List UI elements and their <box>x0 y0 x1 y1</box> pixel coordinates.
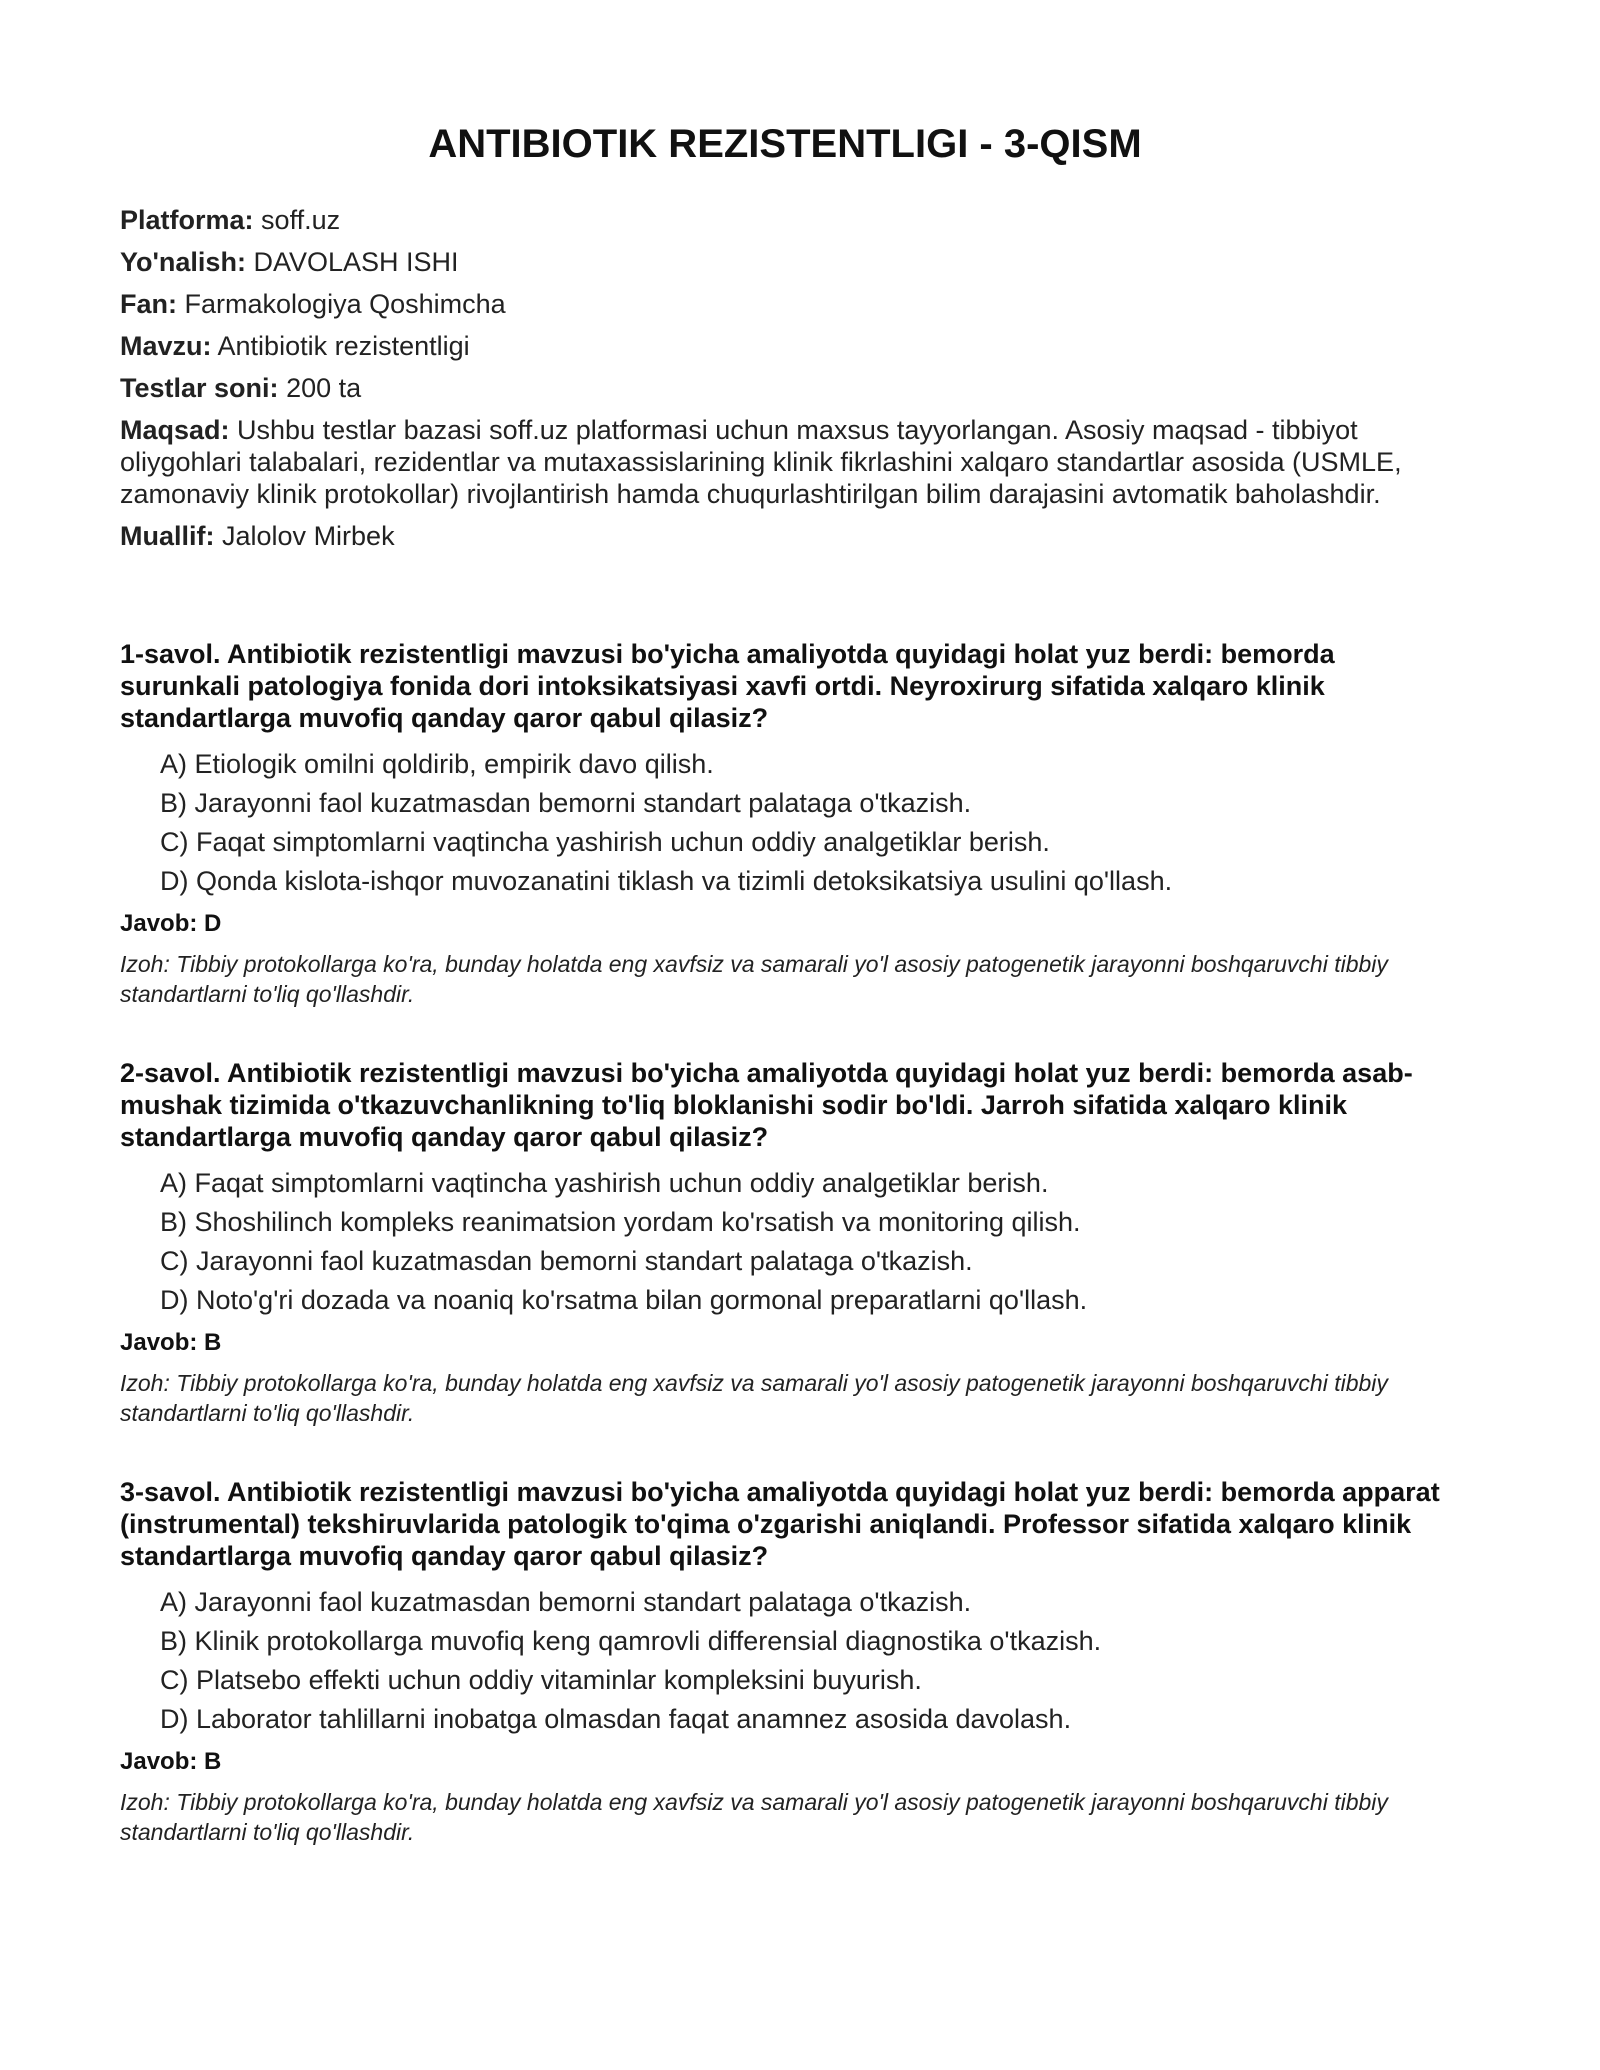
document-metadata <box>120 204 1450 552</box>
meta-value: 200 ta <box>286 373 362 403</box>
answer-explanation: Izoh: Tibbiy protokollarga ko'ra, bunday holatda eng xavfsiz va samarali yo'l asosiy patogenetik jarayonni boshqaruvchi tibbiy standartlarni to'liq qo'llashdir. <box>120 951 1388 1007</box>
question-text: 2-savol. Antibiotik rezistentligi mavzusi bo'yicha amaliyotda quyidagi holat yuz berdi: bemorda asab-mushak tizimida o'tkazuvchanlikning to'liq bloklanishi sodir bo'ldi. Jarroh sifatida xalqaro klinik standartlarga muvofiq qanday qaror qabul qilasiz? <box>120 1058 1413 1152</box>
question-item <box>120 638 1450 1009</box>
option-b: B) Jarayonni faol kuzatmasdan bemorni standart palataga o'tkazish. <box>160 788 972 818</box>
meta-value: Farmakologiya Qoshimcha <box>184 289 506 319</box>
meta-author <box>120 520 1450 552</box>
option-a: A) Jarayonni faol kuzatmasdan bemorni standart palataga o'tkazish. <box>160 1587 972 1617</box>
meta-value: soff.uz <box>261 205 341 235</box>
document-title: ANTIBIOTIK REZISTENTLIGI - 3-QISM <box>428 122 1142 166</box>
meta-label: Testlar soni: <box>120 373 279 403</box>
meta-label: Muallif: <box>120 521 215 551</box>
answer-explanation: Izoh: Tibbiy protokollarga ko'ra, bunday holatda eng xavfsiz va samarali yo'l asosiy patogenetik jarayonni boshqaruvchi tibbiy standartlarni to'liq qo'llashdir. <box>120 1370 1388 1426</box>
option-c: C) Faqat simptomlarni vaqtincha yashirish uchun oddiy analgetiklar berish. <box>160 827 1050 857</box>
option-d: D) Noto'g'ri dozada va noaniq ko'rsatma bilan gormonal preparatlarni qo'llash. <box>160 1285 1088 1315</box>
meta-label: Mavzu: <box>120 331 212 361</box>
option-a: A) Etiologik omilni qoldirib, empirik davo qilish. <box>160 749 714 779</box>
option-c: C) Platsebo effekti uchun oddiy vitaminlar kompleksini buyurish. <box>160 1665 922 1695</box>
meta-test-count <box>120 372 1450 404</box>
answer-options <box>120 1167 1450 1316</box>
question-text: 1-savol. Antibiotik rezistentligi mavzusi bo'yicha amaliyotda quyidagi holat yuz berdi: bemorda surunkali patologiya fonida dori intoksikatsiyasi xavfi ortdi. Neyroxirurg sifatida xalqaro klinik standartlarga muvofiq qanday qaror qabul qilasiz? <box>120 639 1335 733</box>
question-item <box>120 1476 1450 1847</box>
answer-options <box>120 748 1450 897</box>
option-c: C) Jarayonni faol kuzatmasdan bemorni standart palataga o'tkazish. <box>160 1246 973 1276</box>
meta-value: Antibiotik rezistentligi <box>217 331 470 361</box>
meta-label: Platforma: <box>120 205 254 235</box>
answer-options <box>120 1586 1450 1735</box>
meta-label: Maqsad: <box>120 415 230 445</box>
answer-key: Javob: B <box>120 1748 222 1775</box>
meta-value: Ushbu testlar bazasi soff.uz platformasi uchun maxsus tayyorlangan. Asosiy maqsad - tibbiyot oliygohlari talabalari, rezidentlar va mutaxassislarining klinik fikrlashini xalqaro standartlar asosida (USMLE, zamonaviy klinik protokollar) rivojlantirish hamda chuqurlashtirilgan bilim darajasini avtomatik baholashdir. <box>120 415 1402 509</box>
meta-label: Fan: <box>120 289 177 319</box>
meta-value: DAVOLASH ISHI <box>253 247 459 277</box>
meta-direction <box>120 246 1450 278</box>
option-b: B) Klinik protokollarga muvofiq keng qamrovli differensial diagnostika o'tkazish. <box>160 1626 1102 1656</box>
question-item <box>120 1057 1450 1428</box>
answer-key: Javob: D <box>120 910 222 937</box>
answer-explanation: Izoh: Tibbiy protokollarga ko'ra, bunday holatda eng xavfsiz va samarali yo'l asosiy patogenetik jarayonni boshqaruvchi tibbiy standartlarni to'liq qo'llashdir. <box>120 1789 1388 1845</box>
question-list <box>120 638 1450 1847</box>
meta-platform <box>120 204 1450 236</box>
option-a: A) Faqat simptomlarni vaqtincha yashirish uchun oddiy analgetiklar berish. <box>160 1168 1049 1198</box>
meta-topic <box>120 330 1450 362</box>
answer-key: Javob: B <box>120 1329 222 1356</box>
option-b: B) Shoshilinch kompleks reanimatsion yordam ko'rsatish va monitoring qilish. <box>160 1207 1081 1237</box>
option-d: D) Laborator tahlillarni inobatga olmasdan faqat anamnez asosida davolash. <box>160 1704 1072 1734</box>
meta-subject <box>120 288 1450 320</box>
option-d: D) Qonda kislota-ishqor muvozanatini tiklash va tizimli detoksikatsiya usulini qo'llash. <box>160 866 1173 896</box>
meta-purpose <box>120 414 1450 510</box>
meta-value: Jalolov Mirbek <box>222 521 395 551</box>
question-text: 3-savol. Antibiotik rezistentligi mavzusi bo'yicha amaliyotda quyidagi holat yuz berdi: bemorda apparat (instrumental) tekshiruvlarida patologik to'qima o'zgarishi aniqlandi. Professor sifatida xalqaro klinik standartlarga muvofiq qanday qaror qabul qilasiz? <box>120 1477 1440 1571</box>
meta-label: Yo'nalish: <box>120 247 246 277</box>
